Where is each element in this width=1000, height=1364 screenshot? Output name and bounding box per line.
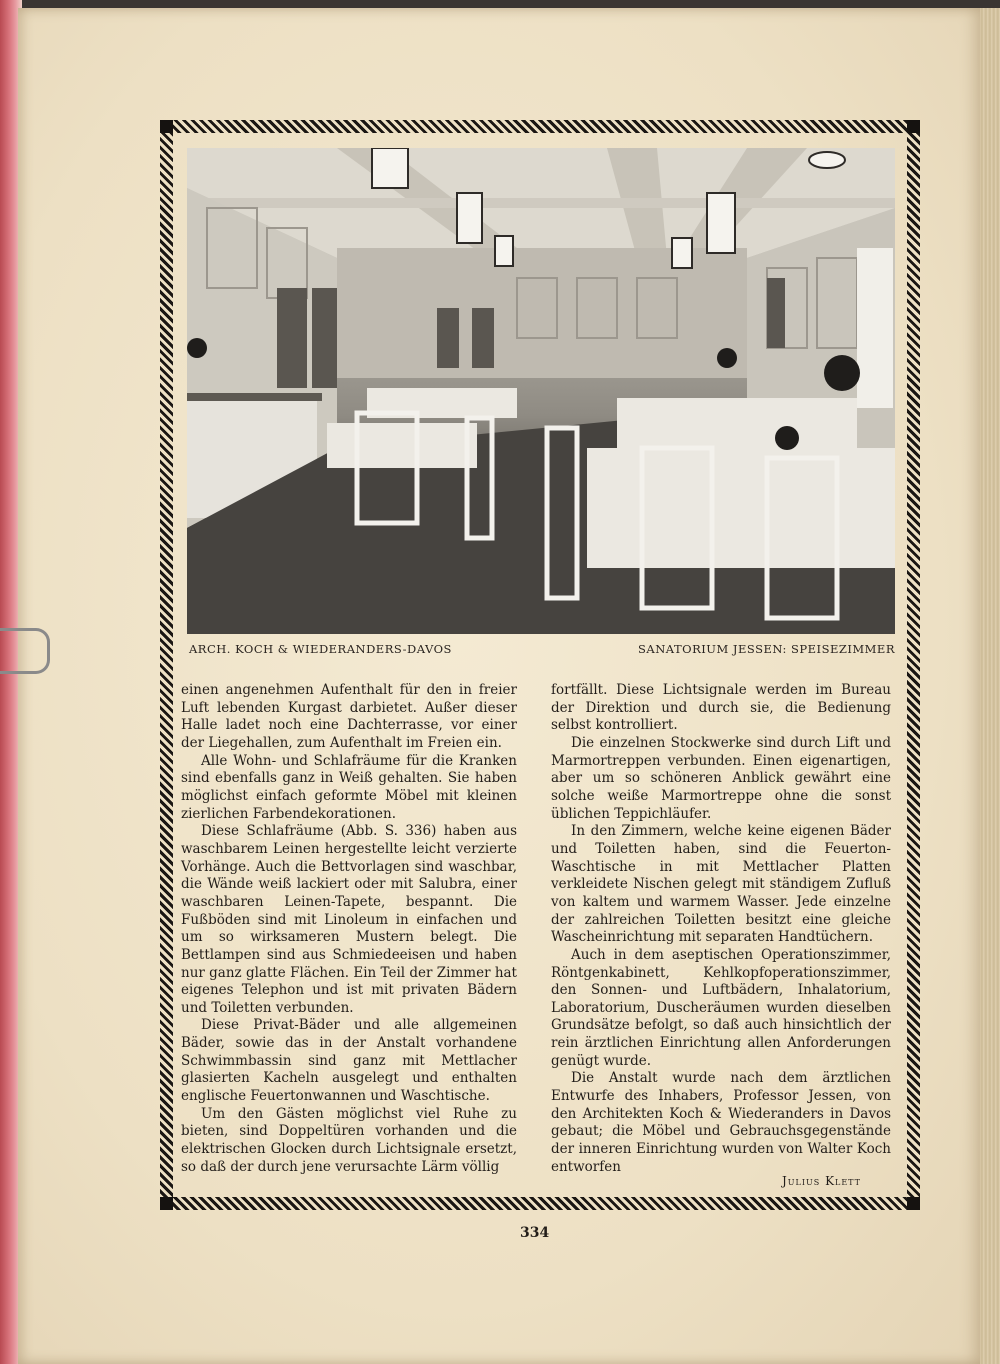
dining-room-illustration [187,148,895,634]
frame-corner [907,1197,920,1210]
photo-caption-title: SANATORIUM JESSEN: SPEISEZIMMER [638,642,895,656]
frame-corner [907,120,920,133]
article-paragraph: Um den Gästen möglichst viel Ruhe zu bieten, sind Doppeltüren vorhanden und die elektrischen Glocken durch Lichtsignale ersetzt, so daß der durch jene verursachte Lärm völlig [181,1105,517,1175]
article-paragraph: Die einzelnen Stockwerke sind durch Lift und Marmortreppen verbunden. Einen eigenartigen, aber um so schöneren Anblick gewährt eine solche weiße Marmortreppe ohne die sonst üblichen Teppichläufer. [551,734,891,822]
article-paragraph: Diese Privat-Bäder und alle allgemeinen Bäder, sowie das in der Anstalt vorhandene Schwimmbassin sind ganz mit Mettlacher glasierten Kacheln ausgelegt und enthalten englische Feuertonwannen und Waschtische. [181,1017,517,1105]
article-paragraph: fortfällt. Diese Lichtsignale werden im Bureau der Direktion und durch sie, die Bedienung selbst kontrolliert. [551,682,891,734]
frame-corner [160,1197,173,1210]
article-paragraph: Die Anstalt wurde nach dem ärztlichen Entwurfe des Inhabers, Professor Jessen, von den Architekten Koch & Wiederanders in Davos gebaut; die Möbel und Gebrauchsgegenstände der inneren Einrichtung wurden von Walter Koch entworfen [551,1070,891,1175]
article-column-left [181,682,517,1176]
article-paragraph: Diese Schlafräume (Abb. S. 336) haben aus waschbarem Leinen hergestellte leicht verzierte Vorhänge. Auch die Bettvorlagen sind waschbar, die Wände weiß lackiert oder mit Salubra, einer waschbaren Leinen-Tapete, bespannt. Die Fußböden sind mit Linoleum in einfachen und um so wirksameren Mustern belegt. Die Bettlampen sind aus Schmiedeeisen und haben nur ganz glatte Flächen. Ein Teil der Zimmer hat eigenes Telephon und ist mit privaten Bädern und Toiletten verbunden. [181,823,517,1016]
article-paragraph: Auch in dem aseptischen Operationszimmer, Röntgenkabinett, Kehlkopfoperationszimmer, den Sonnen- und Luftbädern, Inhalatorium, Laboratorium, Duscheräumen wurden dieselben Grundsätze befolgt, so daß auch hinsichtlich der rein ärztlichen Einrichtung allen Anforderungen genügt wurde. [551,946,891,1069]
page-number: 334 [520,1225,550,1241]
page-stack-edge [980,8,1000,1364]
article-column-right [551,682,891,1176]
article-paragraph: Alle Wohn- und Schlafräume für die Kranken sind ebenfalls ganz in Weiß gehalten. Sie haben möglichst einfach geformte Möbel mit kleinen zierlichen Farbendekorationen. [181,752,517,822]
author-signature: Julius Klett [782,1174,861,1188]
paperclip-icon [0,628,50,674]
dining-room-photo [187,148,895,634]
article-paragraph: einen angenehmen Aufenthalt für den in freier Luft lebenden Kurgast darbietet. Außer dieser Halle ladet noch eine Dachterrasse, vor einer der Liegehallen, zum Aufenthalt im Freien ein. [181,682,517,751]
photo-caption-architect: ARCH. KOCH & WIEDERANDERS-DAVOS [189,642,452,656]
frame-corner [160,120,173,133]
article-paragraph: In den Zimmern, welche keine eigenen Bäder und Toiletten haben, sind die Feuerton-Waschtische in mit Mettlacher Platten verkleidete Nischen gelegt mit ständigem Zufluß von kaltem und warmem Wasser. Jede einzelne der zahlreichen Toiletten besitzt eine gleiche Wascheinrichtung mit separaten Handtüchern. [551,823,891,946]
